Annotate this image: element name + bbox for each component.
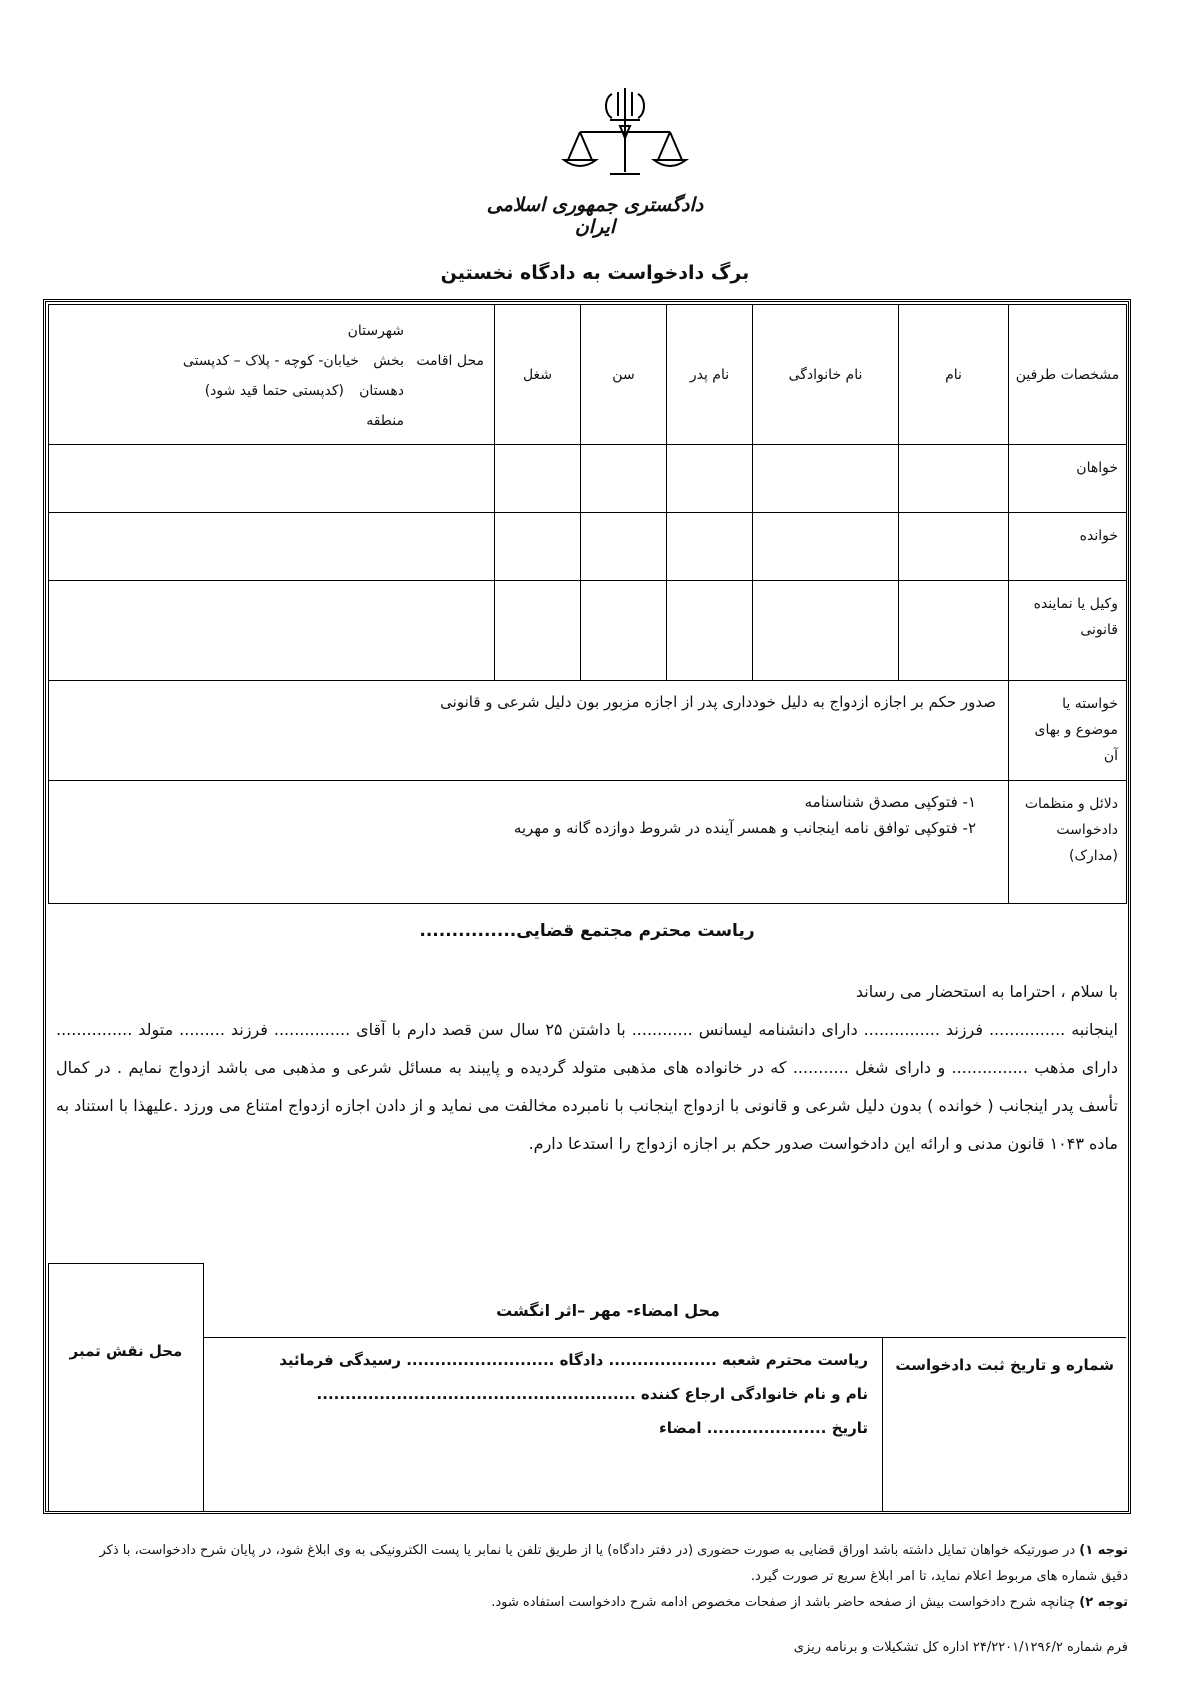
header-job: شغل: [495, 305, 581, 445]
stamp-label: محل نقش تمبر: [69, 1342, 183, 1360]
referrer-name-line: نام و نام خانوادگی ارجاع کننده ........................................................: [316, 1385, 868, 1403]
table-row: [49, 513, 1127, 581]
header-residence: [49, 305, 495, 445]
stamp-box: [48, 1263, 204, 1511]
row-lawyer: وکیل یا نماینده قانونی: [1009, 581, 1127, 681]
addr-region: منطقه: [366, 413, 404, 429]
notes: [88, 1538, 1128, 1616]
defendant-age-field[interactable]: [581, 513, 667, 581]
addr-postal-note: (کدپستی حتما قید شود): [204, 383, 344, 399]
signature-place[interactable]: محل امضاء- مهر –اثر انگشت: [496, 1301, 720, 1320]
registration-label: شماره و تاریخ ثبت دادخواست: [895, 1356, 1114, 1374]
parties-table: [48, 304, 1127, 681]
defendant-father-field[interactable]: [667, 513, 753, 581]
claim-table: [48, 680, 1127, 904]
letter-text: اینجانبه ............... فرزند ............... دارای دانشنامه لیسانس ............ با داشتن ۲۵ سال سن قصد دارم با آقای ............... فرزند ......... متولد ............... دارای مذهب ............... و دارای شغل ........... که در خانواده های مذهبی متولد گردیده و پایبند به مسائل شرعی و مذهبی می باشد ازدواج نمایم . در کمال تأسف پدر اینجانب ( خوانده ) بدون دلیل شرعی و قانونی با ازدواج اینجانب با نامبرده مخالفت می نماید و از دادن اجازه ازدواج امتناع می ورزد .علیهذا با استناد به ماده ۱۰۴۳ قانون مدنی و ارائه این دادخواست صدور حکم بر اجازه ازدواج را استدعا دارم.: [56, 1020, 1118, 1153]
lawyer-name-field[interactable]: [899, 581, 1009, 681]
row-defendant: خوانده: [1009, 513, 1127, 581]
lawyer-family-field[interactable]: [753, 581, 899, 681]
registration-box: [882, 1337, 1126, 1511]
date-signature-line: تاریخ ..................... امضاء: [659, 1419, 868, 1437]
addr-city: شهرستان: [347, 323, 404, 339]
letter-greeting: با سلام ، احتراما به استحضار می رساند: [855, 982, 1118, 1001]
header-name: نام: [899, 305, 1009, 445]
table-row: [49, 445, 1127, 513]
defendant-family-field[interactable]: [753, 513, 899, 581]
addr-village: دهستان: [359, 383, 404, 399]
signature-section: [48, 1263, 1126, 1511]
note-1-text: در صورتیکه خواهان تمایل داشته باشد اوراق قضایی به صورت حضوری (در دفتر دادگاه) یا از طریق تلفن یا نمابر یا پست الکترونیکی به وی ابلاغ شود، در پایان شرح دادخواست، با ذکر دقیق شماره های مربوط اعلام نماید، تا امر ابلاغ سریع تر صورت گیرد.: [99, 1543, 1128, 1584]
lawyer-father-field[interactable]: [667, 581, 753, 681]
iran-emblem-scales-icon: [560, 86, 690, 182]
plaintiff-name-field[interactable]: [899, 445, 1009, 513]
claim-label: خواسته یا موضوع و بهای آن: [1009, 681, 1127, 781]
note-1: [88, 1538, 1128, 1590]
table-row: [49, 581, 1127, 681]
claim-text[interactable]: صدور حکم بر اجازه ازدواج به دلیل خودداری پدر از اجازه مزبور بون دلیل شرعی و قانونی: [49, 681, 1009, 781]
defendant-address-field[interactable]: [49, 513, 495, 581]
header-age: سن: [581, 305, 667, 445]
addr-street: خیابان- کوچه - پلاک – کدپستی: [182, 353, 359, 369]
letter-body[interactable]: [56, 973, 1118, 1163]
plaintiff-age-field[interactable]: [581, 445, 667, 513]
plaintiff-job-field[interactable]: [495, 445, 581, 513]
evidence-item: ۱- فتوکپی مصدق شناسنامه: [804, 793, 976, 811]
note-2: [88, 1590, 1128, 1616]
evidence-label: دلائل و منظمات دادخواست (مدارک): [1009, 781, 1127, 904]
addr-district: بخش: [373, 353, 404, 369]
plaintiff-address-field[interactable]: [49, 445, 495, 513]
note-2-text: چنانچه شرح دادخواست بیش از صفحه حاضر باشد از صفحات مخصوص ادامه شرح دادخواست استفاده شود.: [491, 1595, 1076, 1610]
plaintiff-father-field[interactable]: [667, 445, 753, 513]
lawyer-job-field[interactable]: [495, 581, 581, 681]
divider: [204, 1337, 882, 1338]
header-family-name: نام خانوادگی: [753, 305, 899, 445]
header-residence-label: محل اقامت: [416, 353, 484, 369]
evidence-item: ۲- فتوکپی توافق نامه اینجانب و همسر آینده در شروط دوازده گانه و مهریه: [513, 819, 976, 837]
note-2-label: توجه ۲): [1079, 1595, 1128, 1610]
plaintiff-family-field[interactable]: [753, 445, 899, 513]
referral-line: ریاست محترم شعبه ................... دادگاه .......................... رسیدگی فرمائید: [279, 1351, 868, 1369]
lawyer-age-field[interactable]: [581, 581, 667, 681]
letter-title: ریاست محترم مجتمع قضایی...............: [419, 921, 755, 941]
header-father-name: نام پدر: [667, 305, 753, 445]
note-1-label: توجه ۱): [1079, 1543, 1128, 1558]
form-number: فرم شماره ۲۴/۲۲۰۱/۱۲۹۶/۲ اداره کل تشکیلات و برنامه ریزی: [793, 1640, 1128, 1655]
defendant-name-field[interactable]: [899, 513, 1009, 581]
defendant-job-field[interactable]: [495, 513, 581, 581]
row-plaintiff: خواهان: [1009, 445, 1127, 513]
header-specs: مشخصات طرفین: [1009, 305, 1127, 445]
form-title: برگ دادخواست به دادگاه نخستین: [440, 262, 750, 284]
lawyer-address-field[interactable]: [49, 581, 495, 681]
evidence-list[interactable]: [49, 781, 1009, 904]
org-name: دادگستری جمهوری اسلامی ایران: [486, 194, 704, 238]
